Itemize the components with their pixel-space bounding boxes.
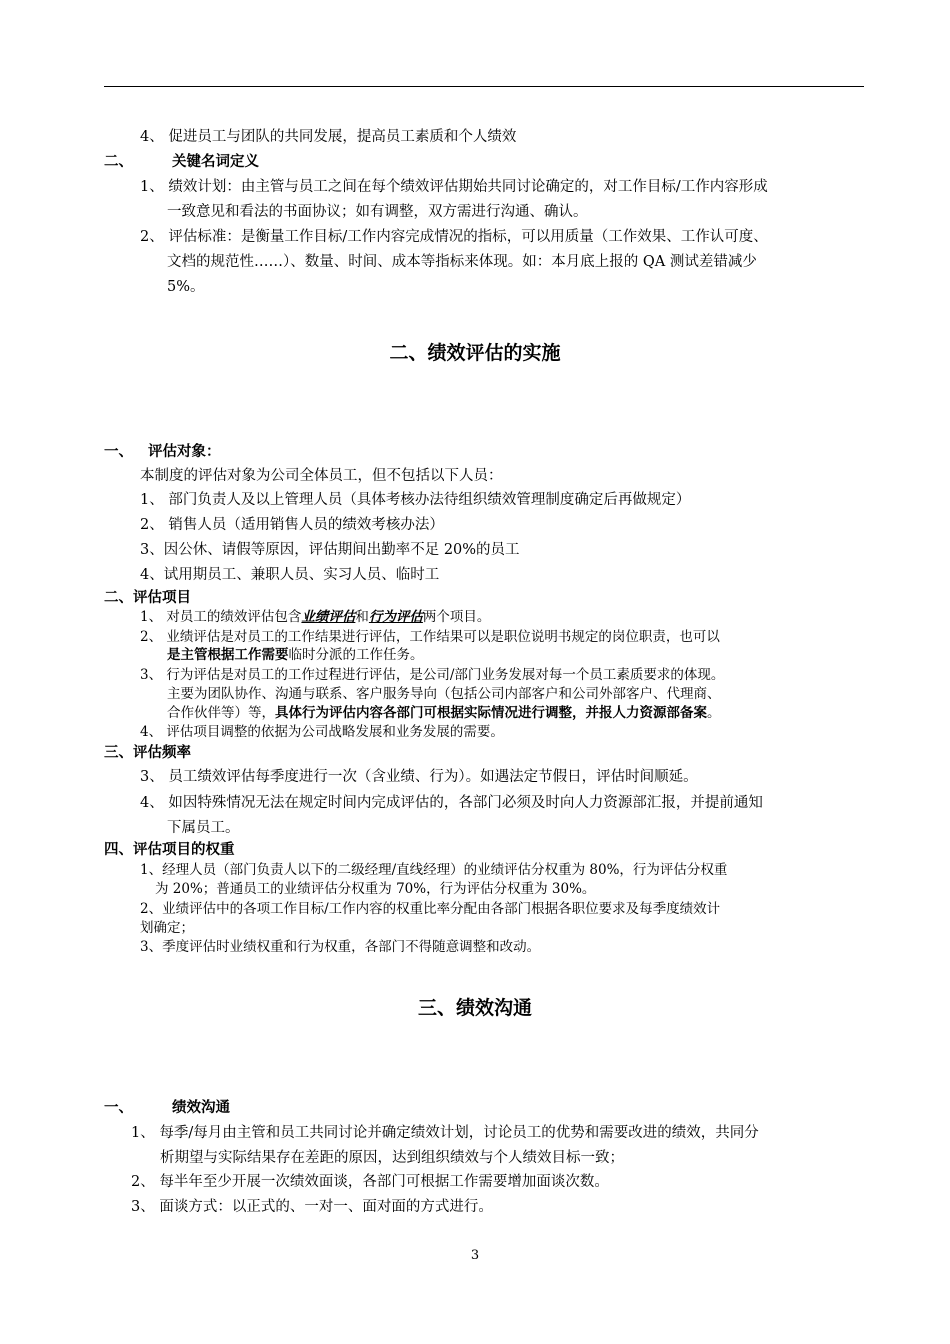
list-item: 3、 员工绩效评估每季度进行一次（含业绩、行为）。如遇法定节假日，评估时间顺延。 [140,769,698,785]
section-title: 二、评估项目 [104,589,191,606]
list-item-continuation: 一致意见和看法的书面协议；如有调整，双方需进行沟通、确认。 [167,204,588,220]
list-item-continuation: 划确定； [140,920,194,936]
list-item-continuation: 5%。 [167,279,205,295]
section-title: 三、评估频率 [104,744,191,761]
emphasis-text: 业绩评估 [301,609,356,625]
list-item: 2、 业绩评估是对员工的工作结果进行评估，工作结果可以是职位说明书规定的岗位职责，也可以 [140,629,720,645]
section-number: 一、 [104,1099,133,1116]
list-item-continuation: 下属员工。 [167,820,240,836]
list-item-continuation: 主要为团队协作、沟通与联系、客户服务导向（包括公司内部客户和公司外部客户、代理商、 [167,686,721,702]
text-run: 合作伙伴等）等， [167,705,275,721]
list-item: 4、 如因特殊情况无法在规定时间内完成评估的，各部门必须及时向人力资源部汇报，并提前通知 [140,795,763,811]
section-title: 关键名词定义 [172,153,259,170]
paragraph: 4、 促进员工与团队的共同发展，提高员工素质和个人绩效 [140,129,517,145]
list-item: 3、 面谈方式：以正式的、一对一、面对面的方式进行。 [131,1199,493,1215]
page-number: 3 [470,1248,480,1263]
list-item: 1、经理人员（部门负责人以下的二级经理/直线经理）的业绩评估分权重为 80%，行为评估分权重 [140,862,728,878]
text-run: 临时分派的工作任务。 [288,647,424,663]
list-item-continuation [167,645,424,665]
list-item: 3、 行为评估是对员工的工作过程进行评估，是公司/部门业务发展对每一个员工素质要求的体现。 [140,667,725,683]
list-item-continuation [167,703,721,723]
list-item: 2、 销售人员（适用销售人员的绩效考核办法） [140,517,444,533]
bold-text: 具体行为评估内容各部门可根据实际情况进行调整，并报人力资源部备案 [275,705,707,721]
header-rule [104,86,864,87]
list-item: 2、 每半年至少开展一次绩效面谈，各部门可根据工作需要增加面谈次数。 [131,1174,609,1190]
list-item: 2、 评估标准：是衡量工作目标/工作内容完成情况的指标，可以用质量（工作效果、工作认可度、 [140,229,768,245]
text-run: 。 [707,705,721,721]
list-item [140,607,490,627]
list-item: 1、 部门负责人及以上管理人员（具体考核办法待组织绩效管理制度确定后再做规定） [140,492,691,508]
bold-text: 是主管根据工作需要 [167,647,289,663]
emphasis-text: 行为评估 [368,609,423,625]
chapter-heading: 三、绩效沟通 [417,997,532,1019]
list-item: 4、试用期员工、兼职人员、实习人员、临时工 [140,567,440,583]
list-item: 4、 评估项目调整的依据为公司战略发展和业务发展的需要。 [140,724,504,740]
text-run: 两个项目。 [422,609,491,625]
paragraph: 本制度的评估对象为公司全体员工，但不包括以下人员： [140,468,503,484]
text-run: 和 [355,609,369,625]
list-item-continuation: 文档的规范性……）、数量、时间、成本等指标来体现。如：本月底上报的 QA 测试差错减少 [167,254,757,270]
list-item-continuation: 析期望与实际结果存在差距的原因，达到组织绩效与个人绩效目标一致； [160,1150,624,1166]
section-number: 一、 [104,443,133,460]
section-title: 评估对象： [148,443,221,460]
list-item: 2、业绩评估中的各项工作目标/工作内容的权重比率分配由各部门根据各职位要求及每季度绩效计 [140,901,721,917]
list-item: 3、因公休、请假等原因，评估期间出勤率不足 20%的员工 [140,542,520,558]
list-item: 3、季度评估时业绩权重和行为权重，各部门不得随意调整和改动。 [140,939,541,955]
list-item: 1、 绩效计划：由主管与员工之间在每个绩效评估期始共同讨论确定的，对工作目标/工作内容形成 [140,179,768,195]
list-item-continuation: 为 20%；普通员工的业绩评估分权重为 70%，行为评估分权重为 30%。 [155,881,596,897]
chapter-heading: 二、绩效评估的实施 [389,342,561,364]
section-title: 四、评估项目的权重 [104,841,235,858]
section-title: 绩效沟通 [172,1099,230,1116]
text-run: 1、 对员工的绩效评估包含 [140,609,302,625]
list-item: 1、 每季/每月由主管和员工共同讨论并确定绩效计划，讨论员工的优势和需要改进的绩效，共同分 [131,1125,759,1141]
section-number: 二、 [104,153,133,170]
